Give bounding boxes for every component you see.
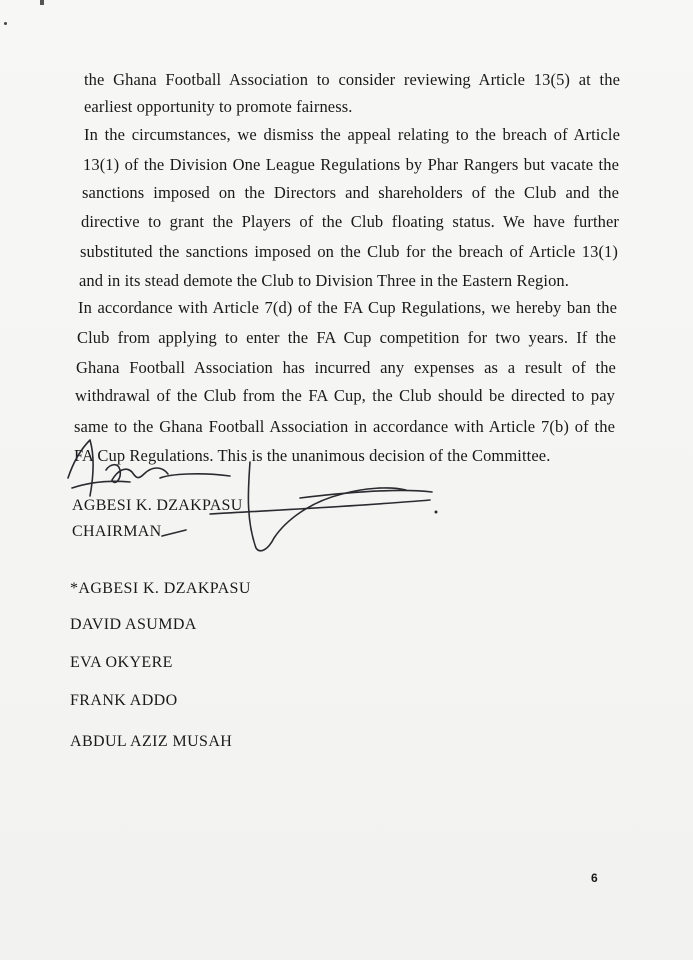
signatory-name: AGBESI K. DZAKPASU — [72, 497, 243, 514]
signatory-title: CHAIRMAN — [72, 523, 162, 540]
body-line: directive to grant the Players of the Club floating status. We have further — [81, 212, 619, 231]
body-line: the Ghana Football Association to consider reviewing Article 13(5) at the — [84, 70, 620, 89]
body-line: Ghana Football Association has incurred any expenses as a result of the — [76, 358, 616, 377]
member-name: DAVID ASUMDA — [70, 616, 197, 633]
body-line: In the circumstances, we dismiss the appeal relating to the breach of Article — [84, 125, 620, 144]
member-name: *AGBESI K. DZAKPASU — [70, 580, 251, 597]
body-line: same to the Ghana Football Association in accordance with Article 7(b) of the — [74, 417, 615, 436]
body-line: In accordance with Article 7(d) of the FA Cup Regulations, we hereby ban the — [78, 298, 617, 317]
scan-speck — [4, 22, 7, 25]
body-line: and in its stead demote the Club to Division Three in the Eastern Region. — [79, 271, 569, 290]
scan-speck — [40, 0, 44, 5]
body-line: withdrawal of the Club from the FA Cup, the Club should be directed to pay — [75, 386, 615, 405]
body-line: Club from applying to enter the FA Cup competition for two years. If the — [77, 328, 616, 347]
member-name: ABDUL AZIZ MUSAH — [70, 733, 233, 750]
body-line: earliest opportunity to promote fairness. — [84, 97, 353, 116]
handwritten-signature — [60, 430, 460, 560]
body-line: FA Cup Regulations. This is the unanimous decision of the Committee. — [74, 446, 551, 465]
body-line: sanctions imposed on the Directors and shareholders of the Club and the — [82, 183, 619, 202]
body-line: substituted the sanctions imposed on the Club for the breach of Article 13(1) — [80, 242, 618, 261]
page-number: 6 — [591, 871, 598, 885]
member-name: EVA OKYERE — [70, 654, 173, 671]
body-line: 13(1) of the Division One League Regulations by Phar Rangers but vacate the — [83, 155, 619, 174]
member-name: FRANK ADDO — [70, 692, 178, 709]
